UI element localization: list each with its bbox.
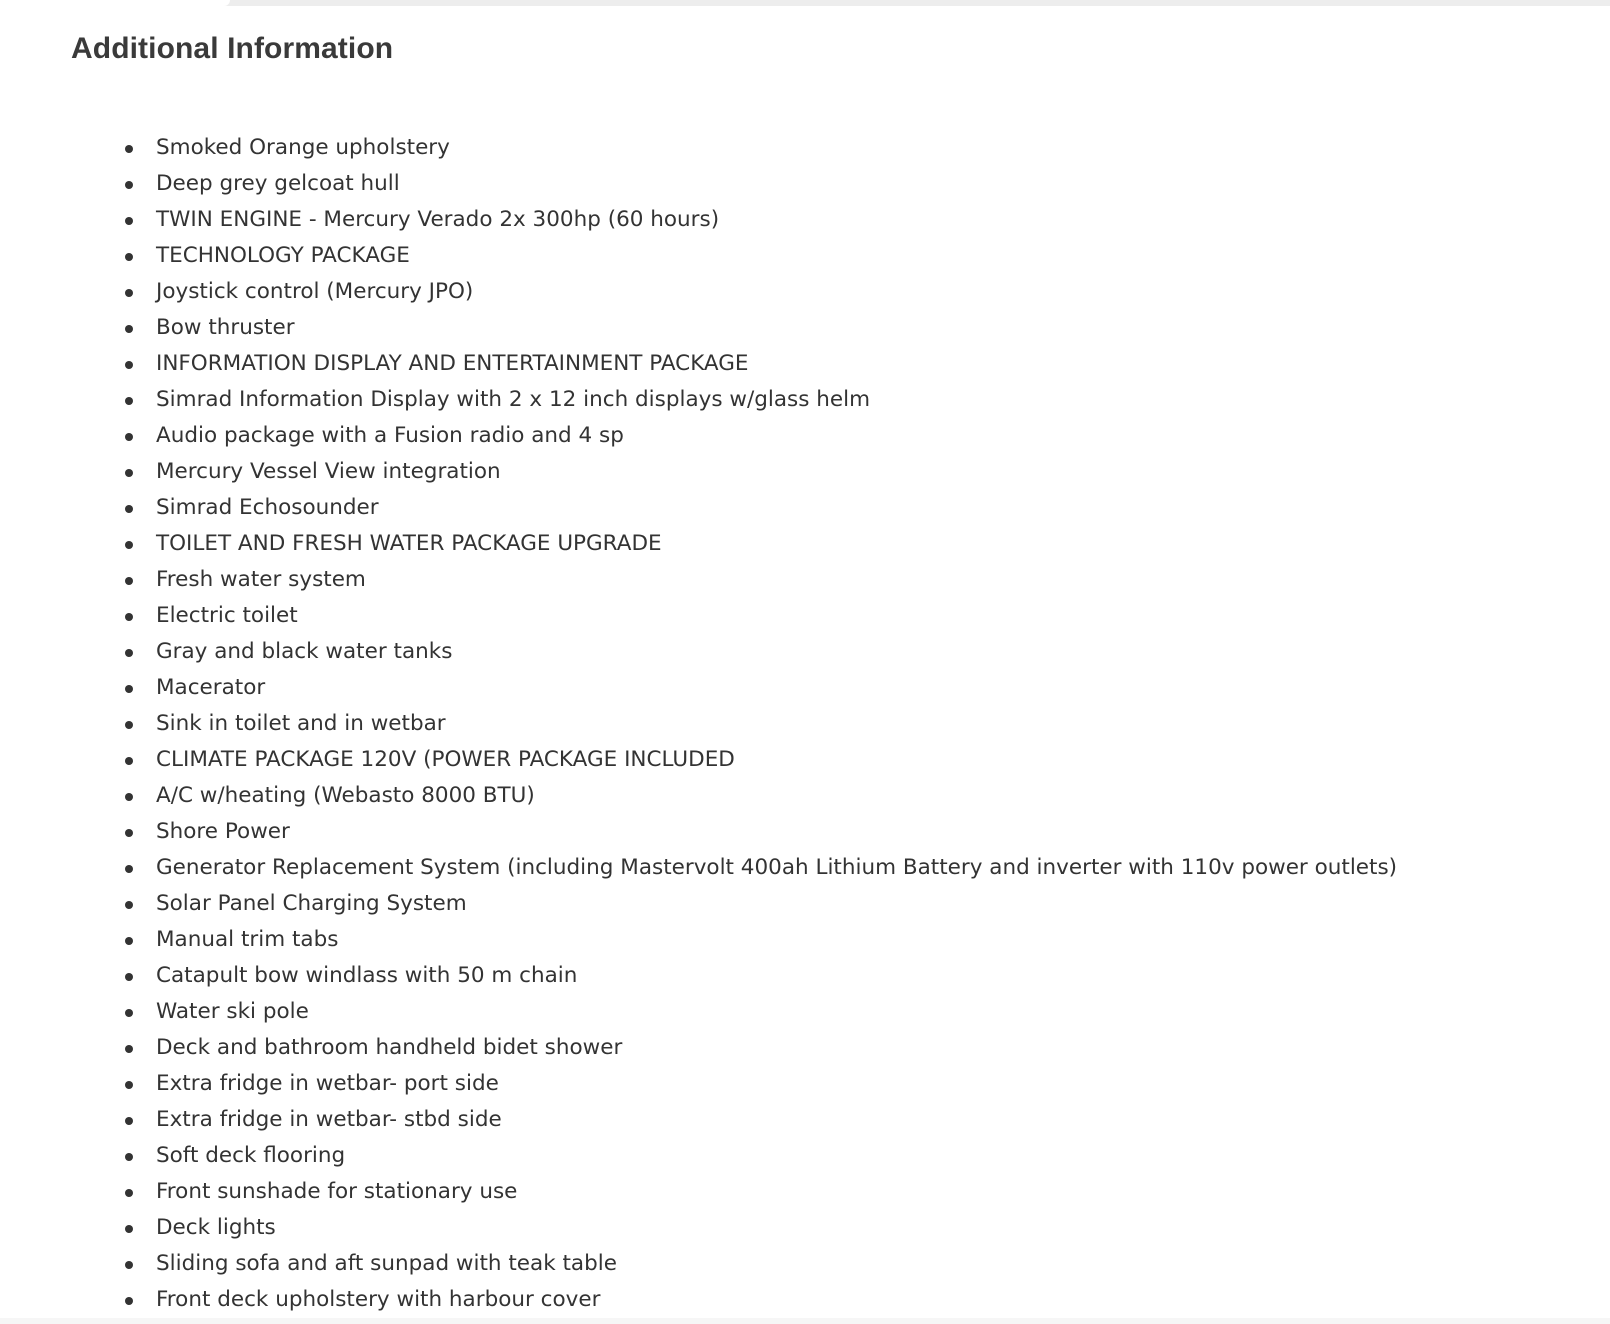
feature-list xyxy=(156,130,1397,1318)
list-item: Soft deck flooring xyxy=(156,1138,1397,1174)
bottom-edge xyxy=(0,1318,1610,1324)
list-item: Sink in toilet and in wetbar xyxy=(156,706,1397,742)
list-item: A/C w/heating (Webasto 8000 BTU) xyxy=(156,778,1397,814)
list-item: Front deck upholstery with harbour cover xyxy=(156,1282,1397,1318)
additional-information-section xyxy=(0,6,1610,1318)
list-item: TWIN ENGINE - Mercury Verado 2x 300hp (60 hours) xyxy=(156,202,1397,238)
list-item: Mercury Vessel View integration xyxy=(156,454,1397,490)
list-item: Simrad Information Display with 2 x 12 inch displays w/glass helm xyxy=(156,382,1397,418)
list-item: Extra fridge in wetbar- port side xyxy=(156,1066,1397,1102)
list-item: Sliding sofa and aft sunpad with teak table xyxy=(156,1246,1397,1282)
list-item: Deck lights xyxy=(156,1210,1397,1246)
list-item: TECHNOLOGY PACKAGE xyxy=(156,238,1397,274)
list-item: Solar Panel Charging System xyxy=(156,886,1397,922)
list-item: INFORMATION DISPLAY AND ENTERTAINMENT PACKAGE xyxy=(156,346,1397,382)
list-item: Manual trim tabs xyxy=(156,922,1397,958)
list-item: Smoked Orange upholstery xyxy=(156,130,1397,166)
list-item: CLIMATE PACKAGE 120V (POWER PACKAGE INCLUDED xyxy=(156,742,1397,778)
list-item: Deck and bathroom handheld bidet shower xyxy=(156,1030,1397,1066)
list-item: Gray and black water tanks xyxy=(156,634,1397,670)
list-item: Generator Replacement System (including Mastervolt 400ah Lithium Battery and inverter with 110v power outlets) xyxy=(156,850,1397,886)
section-title: Additional Information xyxy=(71,32,394,65)
list-item: Fresh water system xyxy=(156,562,1397,598)
list-item: Simrad Echosounder xyxy=(156,490,1397,526)
list-item: Joystick control (Mercury JPO) xyxy=(156,274,1397,310)
list-item: Deep grey gelcoat hull xyxy=(156,166,1397,202)
list-item: Shore Power xyxy=(156,814,1397,850)
list-item: Catapult bow windlass with 50 m chain xyxy=(156,958,1397,994)
list-item: Water ski pole xyxy=(156,994,1397,1030)
list-item: Bow thruster xyxy=(156,310,1397,346)
list-item: TOILET AND FRESH WATER PACKAGE UPGRADE xyxy=(156,526,1397,562)
list-item: Extra fridge in wetbar- stbd side xyxy=(156,1102,1397,1138)
list-item: Front sunshade for stationary use xyxy=(156,1174,1397,1210)
list-item: Audio package with a Fusion radio and 4 sp xyxy=(156,418,1397,454)
list-item: Electric toilet xyxy=(156,598,1397,634)
list-item: Macerator xyxy=(156,670,1397,706)
